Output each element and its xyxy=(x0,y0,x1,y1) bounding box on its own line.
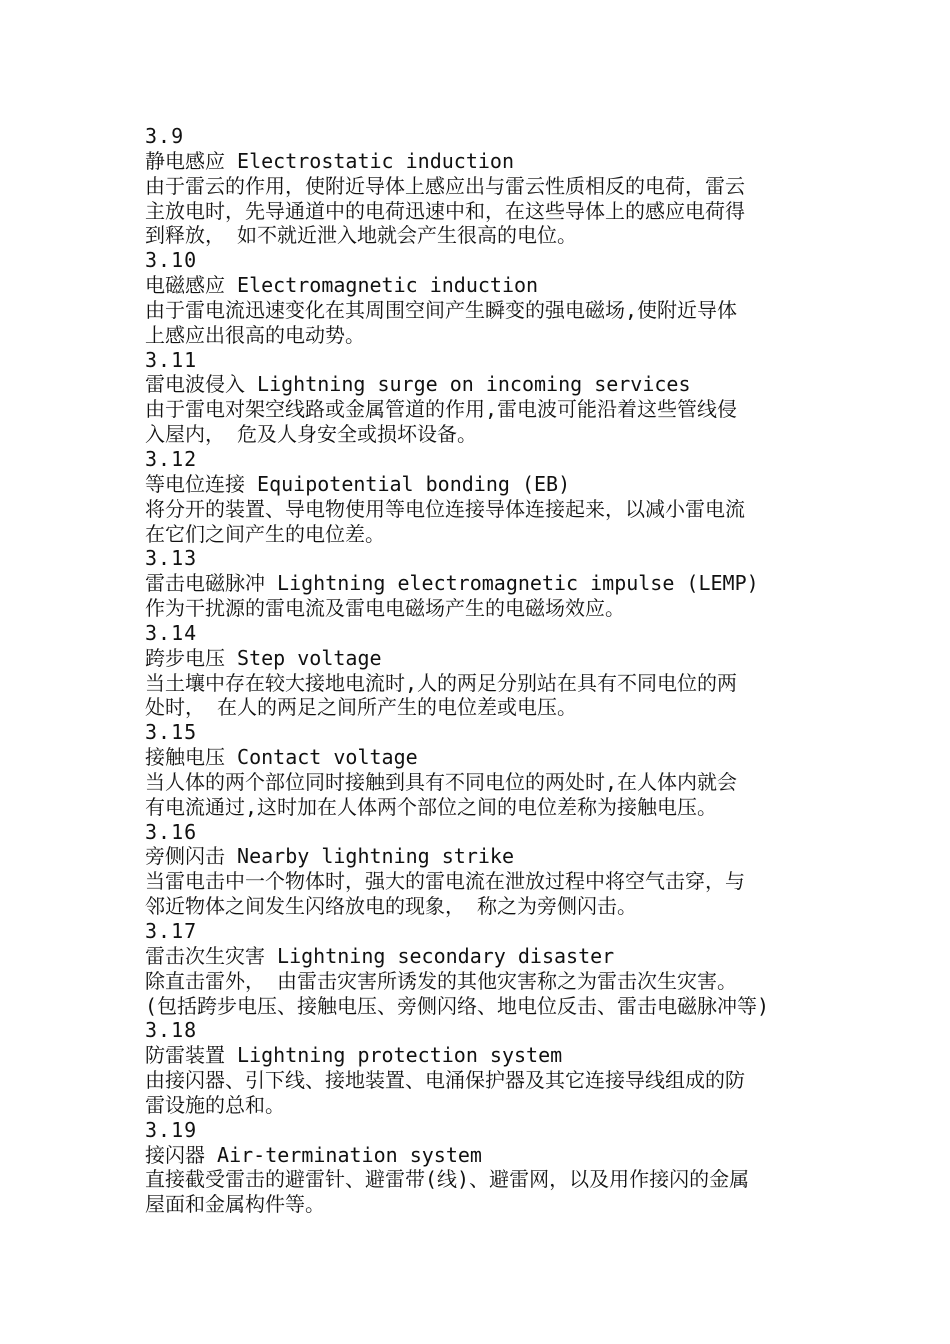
term-heading: 接触电压 Contact voltage xyxy=(145,745,418,770)
term-definition-line: 将分开的装置、导电物使用等电位连接导体连接起来，以减小雷电流 xyxy=(145,496,745,521)
term-number: 3.13 xyxy=(145,546,198,571)
term-number: 3.12 xyxy=(145,446,198,471)
term-entry xyxy=(145,348,815,447)
term-heading: 旁侧闪击 Nearby lightning strike xyxy=(145,844,514,869)
term-definition-line: 处时， 在人的两足之间所产生的电位差或电压。 xyxy=(145,695,578,720)
term-definition-line: 在它们之间产生的电位差。 xyxy=(145,521,385,546)
term-definition-line: 当人体的两个部位同时接触到具有不同电位的两处时,在人体内就会 xyxy=(145,769,738,794)
term-definition-line: 邻近物体之间发生闪络放电的现象， 称之为旁侧闪击。 xyxy=(145,894,638,919)
term-definition-line: 直接截受雷击的避雷针、避雷带(线)、避雷网，以及用作接闪的金属 xyxy=(145,1167,750,1192)
term-definition-line: 入屋内， 危及人身安全或损坏设备。 xyxy=(145,422,478,447)
term-definition-line: 由接闪器、引下线、接地装置、电涌保护器及其它连接导线组成的防 xyxy=(145,1068,745,1093)
term-number: 3.9 xyxy=(145,124,185,148)
term-number: 3.11 xyxy=(145,347,198,372)
term-definition-line: 由于雷电对架空线路或金属管道的作用,雷电波可能沿着这些管线侵 xyxy=(145,397,738,422)
term-entry xyxy=(145,1018,815,1117)
term-number: 3.19 xyxy=(145,1117,198,1142)
term-number: 3.18 xyxy=(145,1018,198,1043)
term-number: 3.14 xyxy=(145,620,198,645)
term-entry xyxy=(145,447,815,546)
term-heading: 电磁感应 Electromagnetic induction xyxy=(145,273,539,298)
term-definition-line: 由于雷电流迅速变化在其周围空间产生瞬变的强电磁场,使附近导体 xyxy=(145,297,738,322)
term-heading: 跨步电压 Step voltage xyxy=(145,645,382,670)
term-number: 3.16 xyxy=(145,819,198,844)
term-heading: 雷击电磁脉冲 Lightning electromagnetic impulse (LEMP) xyxy=(145,571,759,596)
term-entry xyxy=(145,820,815,919)
term-definition-line: 雷设施的总和。 xyxy=(145,1092,285,1117)
term-definition-line: (包括跨步电压、接触电压、旁侧闪络、地电位反击、雷击电磁脉冲等) xyxy=(145,993,770,1018)
term-definition-line: 主放电时，先导通道中的电荷迅速中和，在这些导体上的感应电荷得 xyxy=(145,198,745,223)
term-number: 3.17 xyxy=(145,919,198,943)
term-definition-line: 当土壤中存在较大接地电流时,人的两足分别站在具有不同电位的两 xyxy=(145,670,738,695)
term-heading: 静电感应 Electrostatic induction xyxy=(145,148,514,173)
document-page xyxy=(145,124,815,1217)
term-definition-line: 到释放， 如不就近泄入地就会产生很高的电位。 xyxy=(145,223,578,248)
term-definition-line: 当雷电击中一个物体时，强大的雷电流在泄放过程中将空气击穿，与 xyxy=(145,869,745,894)
term-definition-line: 作为干扰源的雷电流及雷电电磁场产生的电磁场效应。 xyxy=(145,596,625,621)
term-entry xyxy=(145,621,815,720)
term-heading: 防雷装置 Lightning protection system xyxy=(145,1043,563,1068)
term-entry xyxy=(145,919,815,1018)
term-entry xyxy=(145,720,815,819)
term-entry xyxy=(145,248,815,347)
term-number: 3.15 xyxy=(145,720,198,745)
term-definition-line: 由于雷云的作用，使附近导体上感应出与雷云性质相反的电荷，雷云 xyxy=(145,173,745,198)
term-definition-line: 除直击雷外， 由雷击灾害所诱发的其他灾害称之为雷击次生灾害。 xyxy=(145,968,738,993)
term-heading: 等电位连接 Equipotential bonding (EB) xyxy=(145,471,571,496)
term-entry xyxy=(145,1118,815,1217)
term-heading: 雷电波侵入 Lightning surge on incoming services xyxy=(145,372,691,397)
term-definition-line: 屋面和金属构件等。 xyxy=(145,1192,325,1217)
term-heading: 雷击次生灾害 Lightning secondary disaster xyxy=(145,943,615,968)
term-definition-line: 有电流通过,这时加在人体两个部位之间的电位差称为接触电压。 xyxy=(145,794,718,819)
term-entry xyxy=(145,124,815,248)
term-entry xyxy=(145,546,815,621)
term-definition-line: 上感应出很高的电动势。 xyxy=(145,322,365,347)
term-number: 3.10 xyxy=(145,248,198,273)
term-heading: 接闪器 Air-termination system xyxy=(145,1142,482,1167)
